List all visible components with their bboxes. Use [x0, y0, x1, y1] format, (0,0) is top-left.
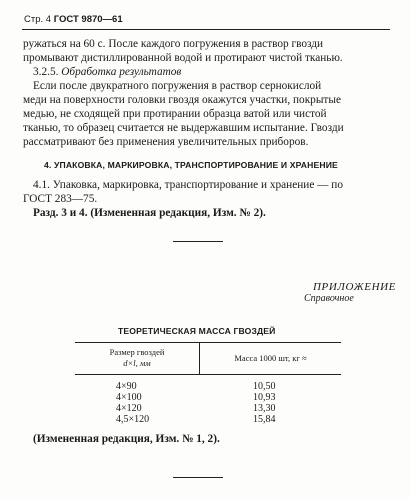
appendix-sublabel: Справочное	[304, 293, 354, 304]
body-line-1: ружаться на 60 с. После каждого погружения в раствор гвозди	[23, 38, 324, 50]
table-cell-size: 4×90	[116, 381, 137, 392]
table-cell-size: 4×120	[116, 403, 142, 414]
table-cell-size: 4×100	[116, 392, 142, 403]
header-rule	[22, 29, 390, 30]
section-4-para-line-1: 4.1. Упаковка, маркировка, транспортирование и хранение — по	[33, 179, 343, 191]
table-cell-mass: 13,30	[253, 403, 276, 414]
column-header-size-line-1: Размер гвоздей	[109, 347, 165, 357]
table-top-rule	[75, 342, 341, 343]
appendix-label: ПРИЛОЖЕНИЕ	[313, 281, 396, 293]
table-header-rule	[75, 374, 341, 375]
separator-rule-2	[173, 477, 223, 478]
body-line-3: Если после двукратного погружения в раствор сернокислой	[33, 80, 322, 92]
table-cell-mass: 10,50	[253, 381, 276, 392]
body-line-5: медью, не сходящей при протирании образца ватой или чистой	[23, 108, 327, 120]
section-4-revision: Разд. 3 и 4. (Измененная редакция, Изм. № 2).	[33, 207, 266, 219]
column-header-mass: Масса 1000 шт, кг ≈	[234, 353, 307, 363]
page-number: Стр. 4	[24, 14, 52, 25]
section-4-para-line-2: ГОСТ 283—75.	[23, 193, 98, 205]
body-line-4: меди на поверхности головки гвоздя окажутся участки, покрытые	[23, 94, 341, 106]
body-line-2: промывают дистиллированной водой и протирают чистой тканью.	[23, 52, 343, 64]
section-title: Обработка результатов	[61, 66, 182, 78]
standard-number: ГОСТ 9870—61	[53, 14, 123, 25]
table-cell-mass: 15,84	[253, 414, 276, 425]
table-title: ТЕОРЕТИЧЕСКАЯ МАССА ГВОЗДЕЙ	[118, 326, 276, 336]
column-header-size	[75, 347, 199, 369]
table-revision-note: (Измененная редакция, Изм. № 1, 2).	[33, 433, 220, 445]
section-number: 3.2.5.	[33, 66, 59, 78]
table-cell-mass: 10,93	[253, 392, 276, 403]
separator-rule-1	[173, 241, 223, 242]
column-header-size-line-2: d×l, мм	[123, 358, 151, 368]
body-line-6: тканью, то образец считается не выдержавшим испытание. Гвозди	[23, 122, 344, 134]
body-line-7: рассматривают без применения увеличительных приборов.	[23, 136, 309, 148]
section-4-title: 4. УПАКОВКА, МАРКИРОВКА, ТРАНСПОРТИРОВАНИЕ И ХРАНЕНИЕ	[44, 160, 338, 170]
running-header	[24, 14, 123, 25]
table-cell-size: 4,5×120	[116, 414, 150, 425]
section-heading-3-2-5	[33, 66, 181, 79]
